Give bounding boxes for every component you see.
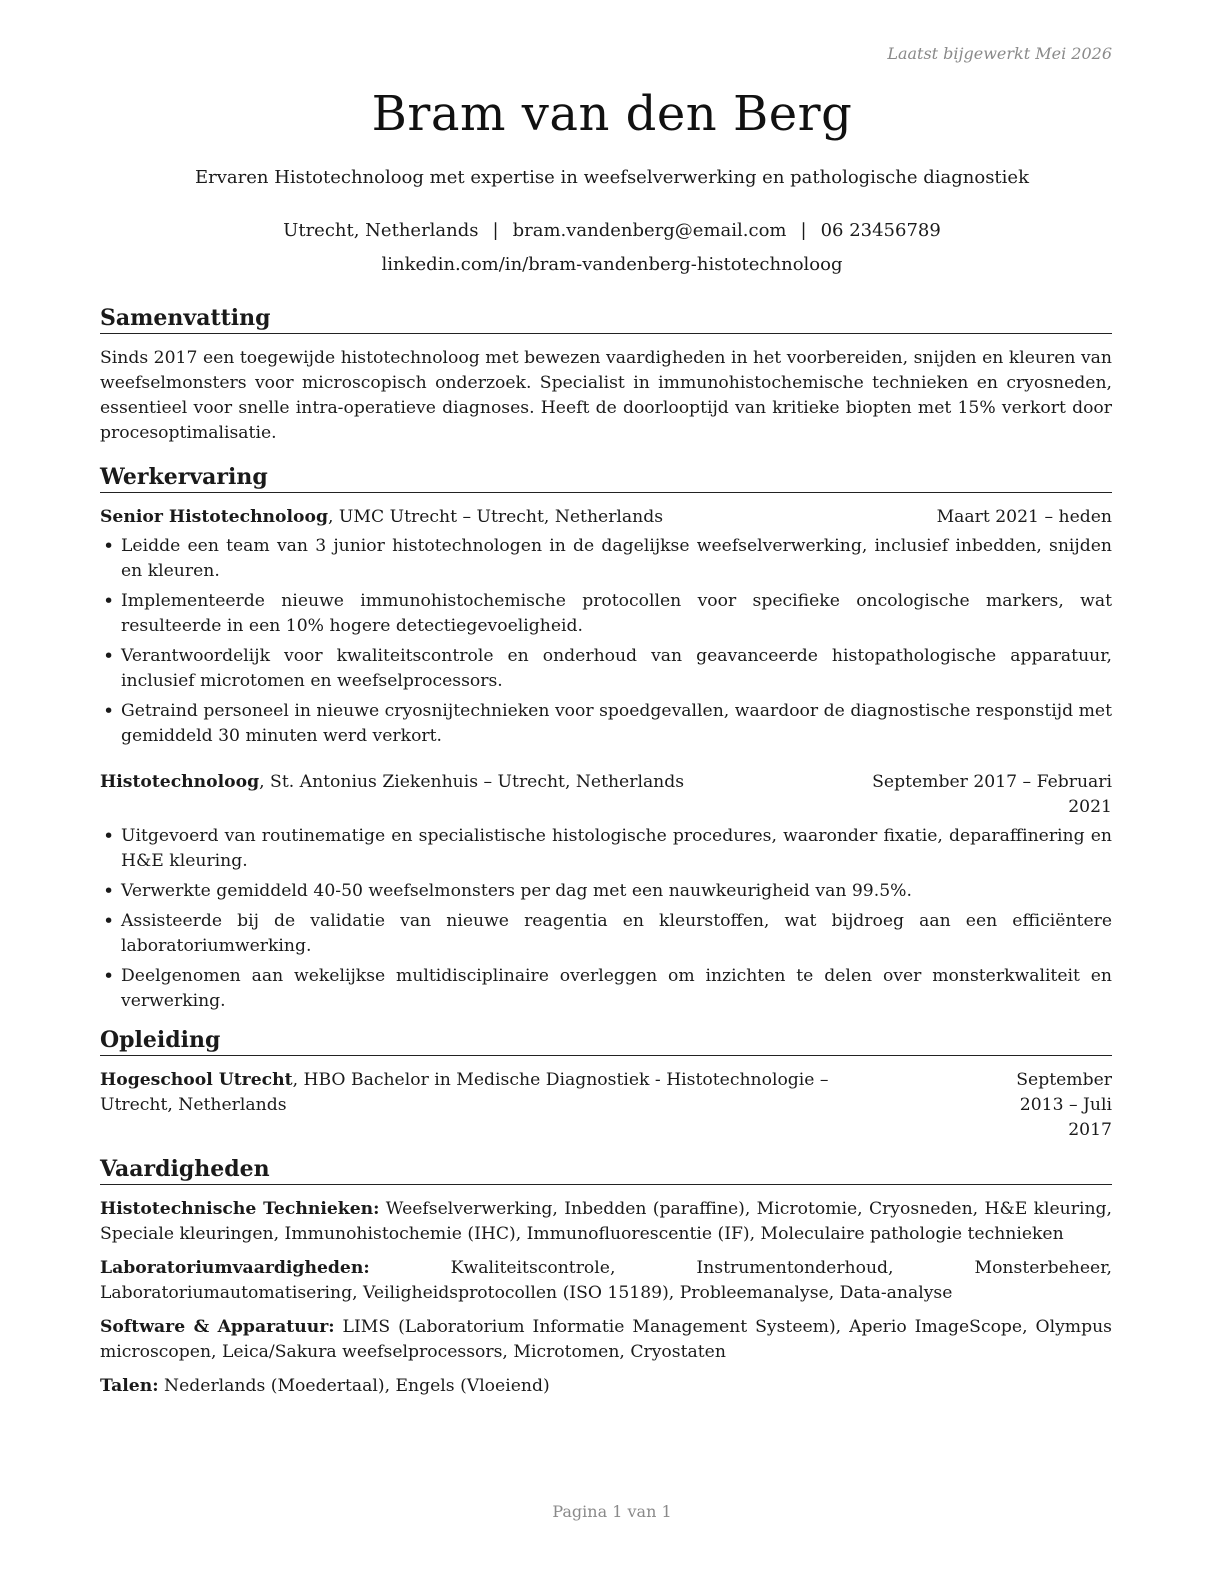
institution: Hogeschool Utrecht (100, 1070, 293, 1090)
skill-list: Nederlands (Moedertaal), Engels (Vloeiend) (158, 1376, 550, 1396)
skills-section (100, 1155, 1112, 1399)
list-item: • Verantwoordelijk voor kwaliteitscontrole en onderhoud van geavanceerde histopathologische apparatuur, inclusief microtomen en weefselprocessors. (100, 644, 1112, 694)
section-title-summary: Samenvatting (100, 304, 1112, 334)
job-entry (100, 770, 1112, 1014)
list-item: • Assisteerde bij de validatie van nieuwe reagentia en kleurstoffen, wat bijdroeg aan een efficiëntere laboratoriumwerking. (100, 909, 1112, 959)
skill-group (100, 1256, 1112, 1306)
resume-content (100, 304, 1112, 1408)
job-role: Senior Histotechnoloog (100, 507, 328, 527)
page-number: Pagina 1 van 1 (552, 1502, 672, 1521)
tagline: Ervaren Histotechnoloog met expertise in weefselverwerking en pathologische diagnostiek (195, 167, 1029, 188)
candidate-name: Bram van den Berg (371, 86, 853, 142)
job-dates: September 2017 – Februari 2021 (872, 772, 1112, 817)
list-item: • Leidde een team van 3 junior histotechnologen in de dagelijkse weefselverwerking, inclusief inbedden, snijden en kleuren. (100, 534, 1112, 584)
job-title-line (100, 505, 663, 530)
summary-text: Sinds 2017 een toegewijde histotechnoloog met bewezen vaardigheden in het voorbereiden, snijden en kleuren van weefselmonsters voor microscopisch onderzoek. Specialist in immunohistochemische technieken en cryosneden, essentieel voor snelle intra-operatieve diagnoses. Heeft de doorlooptijd van kritieke biopten met 15% verkort door procesoptimalisatie. (100, 348, 1112, 443)
degree: , HBO Bachelor in Medische Diagnostiek - Histotechnologie – Utrecht, Netherlands (100, 1070, 829, 1115)
skill-list: Kwaliteitscontrole, Instrumentonderhoud, Monsterbeheer, Laboratoriumautomatisering, Veiligheidsprotocollen (ISO 15189), Probleemanalyse, Data-analyse (100, 1258, 1112, 1303)
skill-group (100, 1374, 1112, 1399)
job-role: Histotechnoloog (100, 772, 260, 792)
job-header (100, 770, 1112, 820)
list-item: • Verwerkte gemiddeld 40-50 weefselmonsters per dag met een nauwkeurigheid van 99.5%. (100, 879, 1112, 904)
education-section (100, 1026, 1112, 1143)
job-employer: , UMC Utrecht – Utrecht, Netherlands (328, 507, 664, 527)
last-updated: Laatst bijgewerkt Mei 2026 (887, 44, 1112, 63)
job-dates: Maart 2021 – heden (936, 507, 1112, 527)
skill-list: LIMS (Laboratorium Informatie Management Systeem), Aperio ImageScope, Olympus microscopen, Leica/Sakura weefselprocessors, Microtomen, Cryostaten (100, 1317, 1112, 1362)
separator: | (492, 220, 499, 241)
linkedin-link[interactable]: linkedin.com/in/bram-vandenberg-histotechnoloog (381, 254, 843, 275)
contact-line (0, 220, 1224, 241)
phone: 06 23456789 (820, 220, 941, 241)
education-dates: September 2013 – Juli 2017 (1016, 1070, 1112, 1140)
skill-category: Histotechnische Technieken: (100, 1199, 380, 1219)
job-bullets (100, 534, 1112, 749)
summary-section (100, 304, 1112, 446)
job-title-line (100, 770, 684, 820)
job-entry (100, 505, 1112, 749)
section-title-experience: Werkervaring (100, 463, 1112, 493)
email-link[interactable]: bram.vandenberg@email.com (512, 220, 787, 241)
skill-category: Software & Apparatuur: (100, 1317, 335, 1337)
separator: | (800, 220, 807, 241)
skill-list: Weefselverwerking, Inbedden (paraffine), Microtomie, Cryosneden, H&E kleuring, Speciale kleuringen, Immunohistochemie (IHC), Immunofluorescentie (IF), Moleculaire pathologie technieken (100, 1199, 1113, 1244)
job-bullets (100, 824, 1112, 1014)
list-item: • Deelgenomen aan wekelijkse multidisciplinaire overleggen om inzichten te delen over monsterkwaliteit en verwerking. (100, 964, 1112, 1014)
skill-category: Talen: (100, 1376, 159, 1396)
experience-section (100, 463, 1112, 1014)
skill-group (100, 1197, 1112, 1247)
skill-category: Laboratoriumvaardigheden: (100, 1258, 370, 1278)
education-details (100, 1068, 872, 1143)
section-title-education: Opleiding (100, 1026, 1112, 1056)
location: Utrecht, Netherlands (283, 220, 479, 241)
list-item: • Uitgevoerd van routinematige en specialistische histologische procedures, waaronder fixatie, deparaffinering en H&E kleuring. (100, 824, 1112, 874)
list-item: • Getraind personeel in nieuwe cryosnijtechnieken voor spoedgevallen, waardoor de diagnostische responstijd met gemiddeld 30 minuten werd verkort. (100, 699, 1112, 749)
list-item: • Implementeerde nieuwe immunohistochemische protocollen voor specifieke oncologische markers, wat resulteerde in een 10% hogere detectiegevoeligheid. (100, 589, 1112, 639)
skill-group (100, 1315, 1112, 1365)
job-header (100, 505, 1112, 530)
education-entry (100, 1068, 1112, 1143)
job-employer: , St. Antonius Ziekenhuis – Utrecht, Netherlands (259, 772, 685, 792)
section-title-skills: Vaardigheden (100, 1155, 1112, 1185)
